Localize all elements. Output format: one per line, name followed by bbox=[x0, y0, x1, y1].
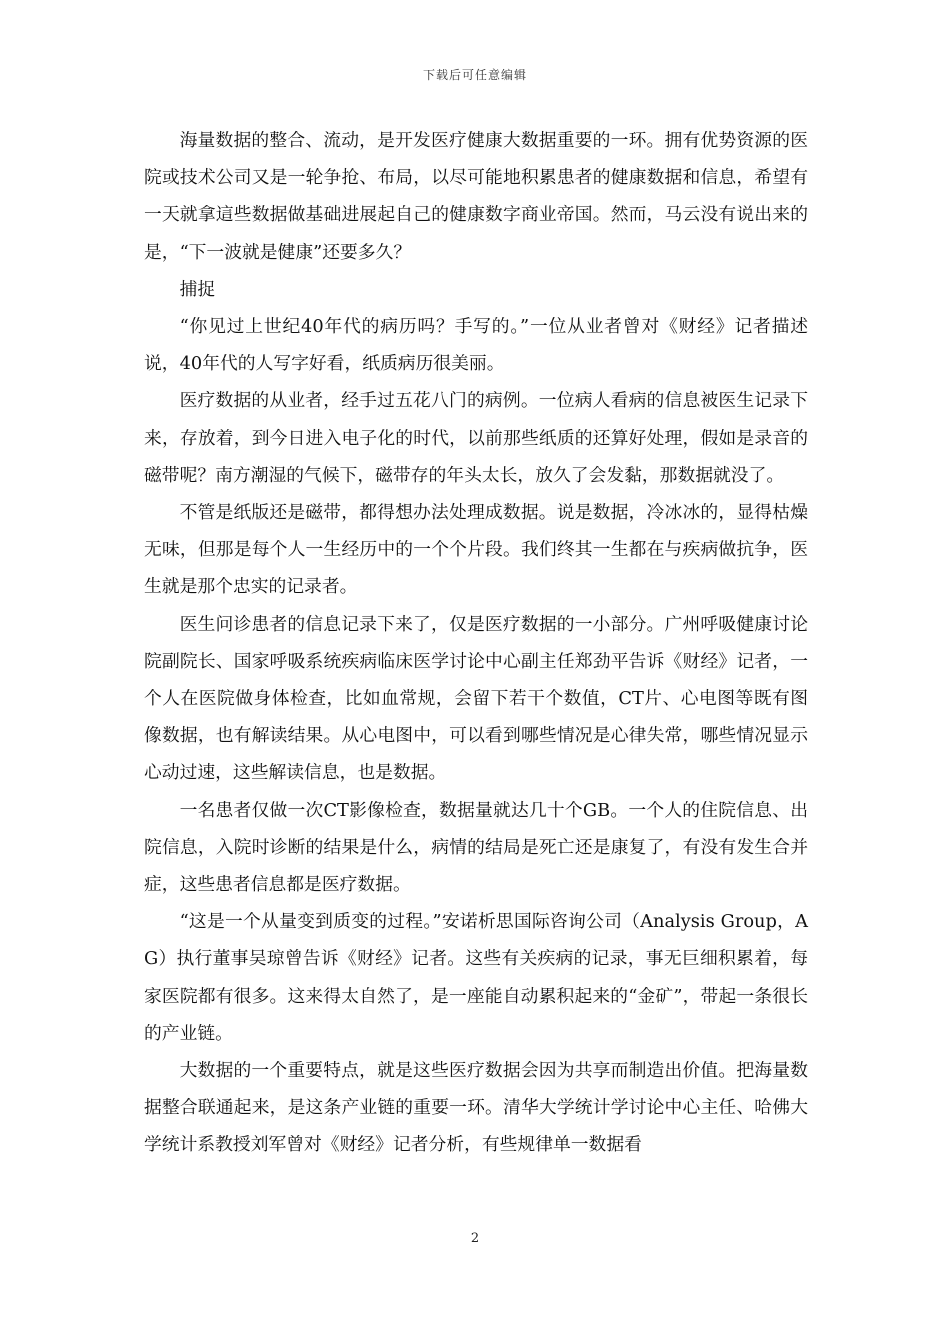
paragraph: “你见过上世纪40年代的病历吗？手写的。”一位从业者曾对《财经》记者描述说，40年代的人写字好看，纸质病历很美丽。 bbox=[144, 316, 808, 375]
page-header: 下载后可任意编辑 bbox=[422, 68, 527, 82]
document-body bbox=[144, 122, 808, 1164]
paragraph: 海量数据的整合、流动，是开发医疗健康大数据重要的一环。拥有优势资源的医院或技术公司又是一轮争抢、布局，以尽可能地积累患者的健康数据和信息，希望有一天就拿這些数据做基础进展起自己的健康数字商业帝国。然而，马云没有说出来的是，“下一波就是健康”还要多久？ bbox=[144, 130, 808, 263]
paragraph: 医生问诊患者的信息记录下来了，仅是医疗数据的一小部分。广州呼吸健康讨论院副院长、国家呼吸系统疾病临床医学讨论中心副主任郑劲平告诉《财经》记者，一个人在医院做身体检查，比如血常规，会留下若干个数值，CT片、心电图等既有图像数据，也有解读结果。从心电图中，可以看到哪些情况是心律失常，哪些情况显示心动过速，这些解读信息，也是数据。 bbox=[144, 613, 808, 784]
page-number: 2 bbox=[470, 1231, 480, 1246]
paragraph: 不管是纸版还是磁带，都得想办法处理成数据。说是数据，冷冰冰的，显得枯燥无味，但那是每个人一生经历中的一个个片段。我们终其一生都在与疾病做抗争，医生就是那个忠实的记录者。 bbox=[144, 502, 808, 598]
paragraph: “这是一个从量变到质变的过程。”安诺析思国际咨询公司（Analysis Group，AG）执行董事吴琼曾告诉《财经》记者。这些有关疾病的记录，事无巨细积累着，每家医院都有很多。这来得太自然了，是一座能自动累积起来的“金矿”，带起一条很长的产业链。 bbox=[144, 911, 808, 1044]
paragraph: 医疗数据的从业者，经手过五花八门的病例。一位病人看病的信息被医生记录下来，存放着，到今日进入电子化的时代，以前那些纸质的还算好处理，假如是录音的磁带呢？南方潮湿的气候下，磁带存的年头太长，放久了会发黏，那数据就没了。 bbox=[144, 390, 808, 486]
paragraph: 大数据的一个重要特点，就是这些医疗数据会因为共享而制造出价值。把海量数据整合联通起来，是这条产业链的重要一环。清华大学统计学讨论中心主任、哈佛大学统计系教授刘军曾对《财经》记者分析，有些规律单一数据看 bbox=[144, 1060, 808, 1156]
paragraph: 一名患者仅做一次CT影像检查，数据量就达几十个GB。一个人的住院信息、出院信息，入院时诊断的结果是什么，病情的结局是死亡还是康复了，有没有发生合并症，这些患者信息都是医疗数据。 bbox=[144, 799, 808, 896]
section-heading: 捕捉 bbox=[179, 278, 216, 300]
